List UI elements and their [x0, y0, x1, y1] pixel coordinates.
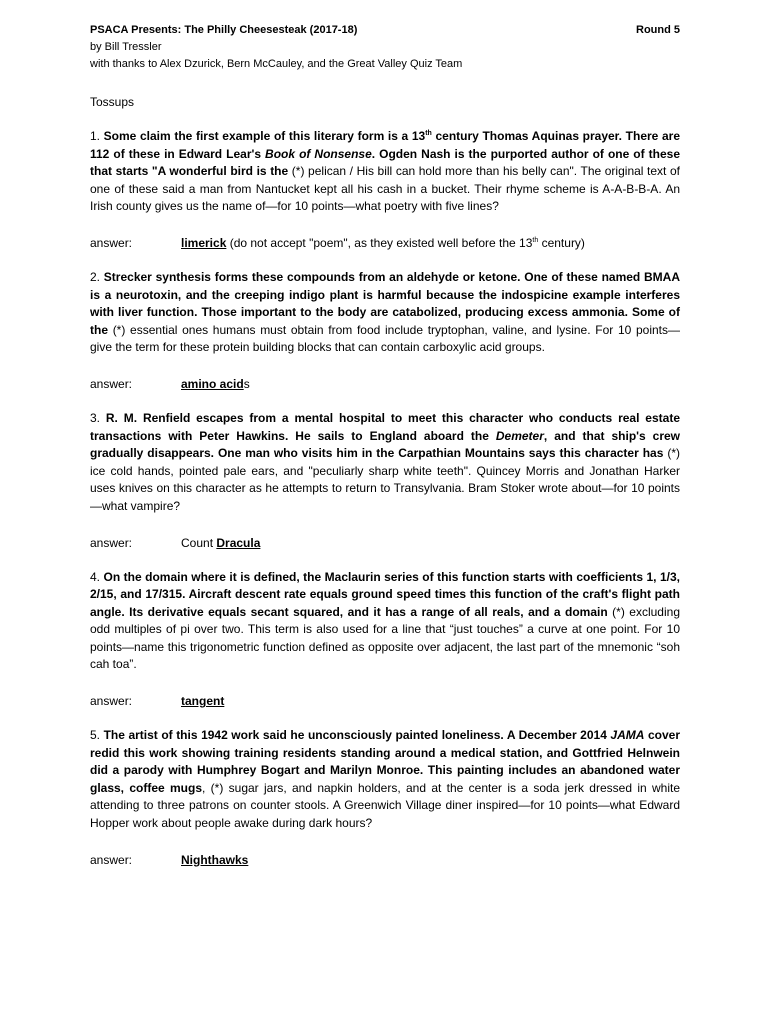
answer-optional: Count — [181, 535, 217, 550]
question-number: 4. — [90, 569, 101, 584]
question-bold-text: On the domain where it is defined, the Maclaurin series of this function starts with coefficients 1, 1/3, 2/15, and 17/315. Aircraft descent rate equals ground speed times this function of the craft's flight path angle. Its derivative equals secant squared, and it has a range of all reals, and a domain — [90, 569, 680, 619]
answer-2 — [90, 375, 680, 393]
question-number: 3. — [90, 410, 101, 425]
answer-label: answer: — [90, 694, 133, 709]
tossup-5 — [90, 727, 680, 833]
question-bold-text: R. M. Renfield escapes from a mental hospital to meet this character who conducts real estate transactions with Peter Hawkins. He sails to England aboard the — [90, 410, 680, 443]
answer-text — [181, 375, 250, 393]
question-bold-text: . Ogden Nash is the purported author of one of these that starts "A wonderful bird is the — [90, 146, 680, 179]
answer-label: answer: — [90, 235, 133, 250]
answer-label: answer: — [90, 852, 133, 867]
italic-title: Book of Nonsense — [265, 146, 372, 161]
question-text: (*) excluding odd multiples of pi over two. This term is also used for a line that “just touches” a curve at one point. For 10 points—name this trigonometric function defined as opposite over adjacent, the last part of the mnemonic “soh cah toa”. — [90, 604, 680, 672]
question-bold-text: The artist of this 1942 work said he unconsciously painted loneliness. A December 2014 — [103, 728, 611, 743]
question-number: 2. — [90, 269, 101, 284]
answer-optional: s — [243, 376, 250, 391]
ordinal-suffix: th — [425, 130, 432, 137]
answer-required: Nighthawks — [181, 852, 249, 867]
round-label: Round 5 — [636, 24, 680, 36]
thanks-line: with thanks to Alex Dzurick, Bern McCauley, and the Great Valley Quiz Team — [90, 58, 463, 70]
answer-5 — [90, 851, 680, 869]
tossup-3 — [90, 410, 680, 516]
question-bold-text: Strecker synthesis forms these compounds from an aldehyde or ketone. One of these named BMAA is a neurotoxin, and the creeping indigo plant is harmful because the indospicine example interferes with liver function. Those important to the body are catabolized, producing excess ammonia. Some of the — [90, 269, 681, 337]
section-title: Tossups — [90, 95, 135, 109]
tossup-2 — [90, 269, 680, 357]
question-number: 5. — [90, 728, 101, 743]
question-text: (*) essential ones humans must obtain from food include tryptophan, valine, and lysine. For 10 points—give the term for these protein building blocks that can contain carboxylic acid groups. — [90, 322, 680, 355]
answer-label: answer: — [90, 535, 133, 550]
answer-text — [181, 534, 260, 552]
question-bold-text: century Thomas Aquinas prayer. There are 112 of these in Edward Lear's — [90, 129, 681, 161]
answer-required: tangent — [181, 694, 225, 709]
author-line: by Bill Tressler — [90, 41, 162, 53]
answer-required: amino acid — [181, 376, 244, 391]
question-text: , (*) sugar jars, and napkin holders, and at the center is a soda jerk dressed in white attending to three patrons on counter stools. A Greenwich Village diner inspired—for 10 points—what Edward Hopper work about people awake during dark hours? — [90, 780, 680, 831]
italic-title: Demeter — [495, 428, 544, 443]
question-text: (*) ice cold hands, pointed pale ears, and "peculiarly sharp white teeth". Quincey Morris and Jonathan Harker uses knives on this character as he attempts to return to Transylvania. Bram Stoker wrote about—for 10 points—what vampire? — [90, 446, 680, 513]
question-number: 1. — [90, 129, 101, 143]
answer-label: answer: — [90, 376, 133, 391]
question-bold-text: cover redid this work showing training residents standing around a medical station, and Gottfried Helnwein did a parody with Humphrey Bogart and Marilyn Monroe. This painting includes an abandoned water glass, coffee mugs — [90, 728, 680, 795]
answer-note: (do not accept "poem", as they existed well before the 13 — [226, 235, 533, 250]
question-bold-text: , and that ship's crew gradually disappears. One man who visits him in the Carpathian Mountains says this character has — [90, 428, 681, 461]
answer-1 — [90, 234, 680, 252]
document-title: PSACA Presents: The Philly Cheesesteak (2017-18) — [90, 24, 358, 36]
italic-title: JAMA — [610, 728, 645, 743]
document-page — [90, 22, 680, 869]
question-text: (*) pelican / His bill can hold more than his belly can". The original text of one of these said a man from Nantucket kept all his cash in a bucket. Their rhyme scheme is A-A-B-B-A. An Irish county gives us the name of—for 10 points—what poetry with five lines? — [90, 164, 680, 214]
answer-text — [181, 234, 585, 252]
question-bold-text: Some claim the first example of this literary form is a 13 — [103, 129, 426, 143]
answer-4 — [90, 692, 680, 710]
answer-note: century) — [538, 235, 585, 250]
answer-3 — [90, 534, 680, 552]
tossup-1 — [90, 128, 680, 216]
tossup-4 — [90, 569, 680, 675]
ordinal-suffix: th — [532, 236, 539, 244]
answer-required: limerick — [181, 235, 227, 250]
answer-required: Dracula — [216, 535, 261, 550]
document-header — [90, 22, 680, 39]
